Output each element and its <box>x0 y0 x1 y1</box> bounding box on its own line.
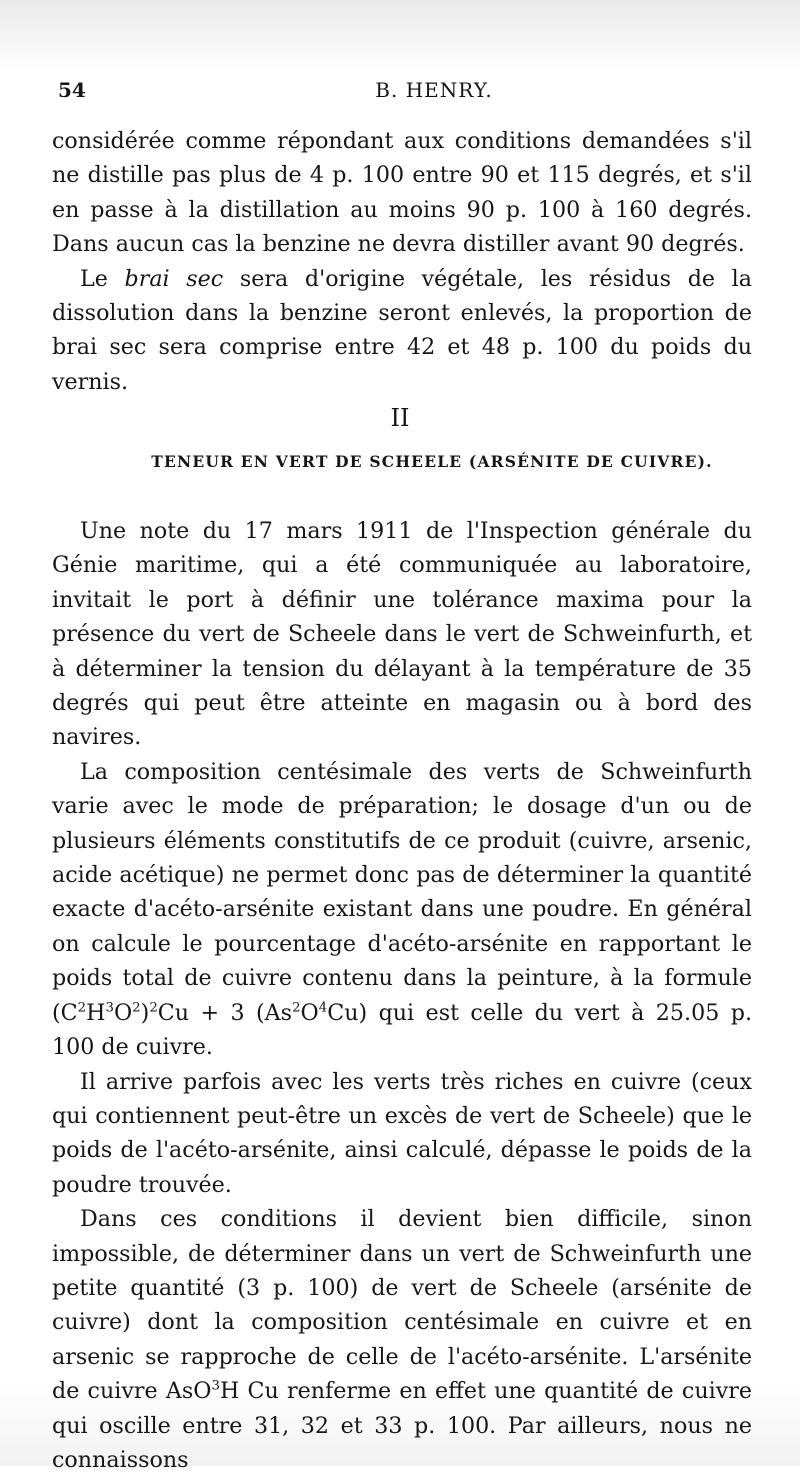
page-header <box>58 78 740 108</box>
text-run: O <box>113 999 133 1026</box>
superscript: 2 <box>132 1000 141 1016</box>
text-run: Cu) qui est celle du vert à 25.05 p. 100 de cuivre. <box>52 999 752 1061</box>
paragraph <box>52 262 752 400</box>
paragraph: Il arrive parfois avec les verts très riches en cuivre (ceux qui contiennent peut-être un excès de vert de Scheele) que le poids de l'acéto-arsénite, ainsi calculé, dépasse le poids de la poudre trouvée. <box>52 1068 752 1198</box>
body-text-block <box>52 514 752 1477</box>
text-run: Dans ces conditions il devient bien difficile, sinon impossible, de déterminer dans un vert de Schweinfurth une petite quantité (3 p. 100) de vert de Scheele (arsénite de cuivre) dont la composition centésimale en cuivre et en arsenic se rapproche de celle de l'acéto-arsénite. L'arsénite de cuivre AsO <box>52 1206 752 1405</box>
superscript: 2 <box>149 1000 158 1016</box>
text-run: Cu + 3 (As <box>157 999 293 1026</box>
text-run: H Cu renferme en effet une quantité de cuivre qui oscille entre 31, 32 et 33 p. 100. Par ailleurs, nous ne connaissons <box>52 1378 752 1473</box>
superscript: 4 <box>318 1000 328 1016</box>
paragraph: considérée comme répondant aux conditions demandées s'il ne distille pas plus de 4 p. 100 entre 90 et 115 degrés, et s'il en passe à la distillation au moins 90 p. 100 à 160 degrés. Dans aucun cas la benzine ne devra distiller avant 90 degrés. <box>52 128 752 258</box>
paragraph <box>52 755 752 1065</box>
text-run: H <box>86 999 106 1026</box>
italic-term: brai sec <box>124 265 224 292</box>
text-run: sera d'origine végétale, les résidus de la dissolution dans la benzine seront enlevés, la proportion de brai sec sera comprise entre 42 et 48 p. 100 du poids du vernis. <box>52 265 752 395</box>
section-number: II <box>390 404 410 432</box>
text-run: ) <box>140 999 150 1026</box>
running-head: B. HENRY. <box>375 78 493 102</box>
text-run: O <box>300 999 319 1026</box>
superscript: 2 <box>292 1000 301 1016</box>
top-text-block <box>52 124 752 399</box>
paragraph: Une note du 17 mars 1911 de l'Inspection générale du Génie maritime, qui a été communiquée au laboratoire, invitait le port à définir une tolérance maxima pour la présence du vert de Scheele dans le vert de Schweinfurth, et à déterminer la tension du délayant à la température de 35 degrés qui peut être atteinte en magasin ou à bord des navires. <box>52 518 752 751</box>
text-run: Le <box>80 265 125 292</box>
text-run: La composition centésimale des verts de Schweinfurth varie avec le mode de préparation; le dosage d'un ou de plusieurs éléments constitutifs de ce produit (cuivre, arsenic, acide acétique) ne permet donc pas de déterminer la quantité exacte d'acéto-arsénite existant dans une poudre. En général on calcule le pourcentage d'acéto-arsénite en rapportant le poids total de cuivre contenu dans la peinture, à la formule (C <box>52 758 752 1026</box>
superscript: 3 <box>211 1378 220 1394</box>
paragraph <box>52 1202 752 1477</box>
superscript: 2 <box>77 1000 87 1016</box>
section-title: TENEUR EN VERT DE SCHEELE (ARSÉNITE DE CUIVRE). <box>151 452 713 471</box>
superscript: 3 <box>105 1000 114 1016</box>
page-number: 54 <box>58 78 86 102</box>
